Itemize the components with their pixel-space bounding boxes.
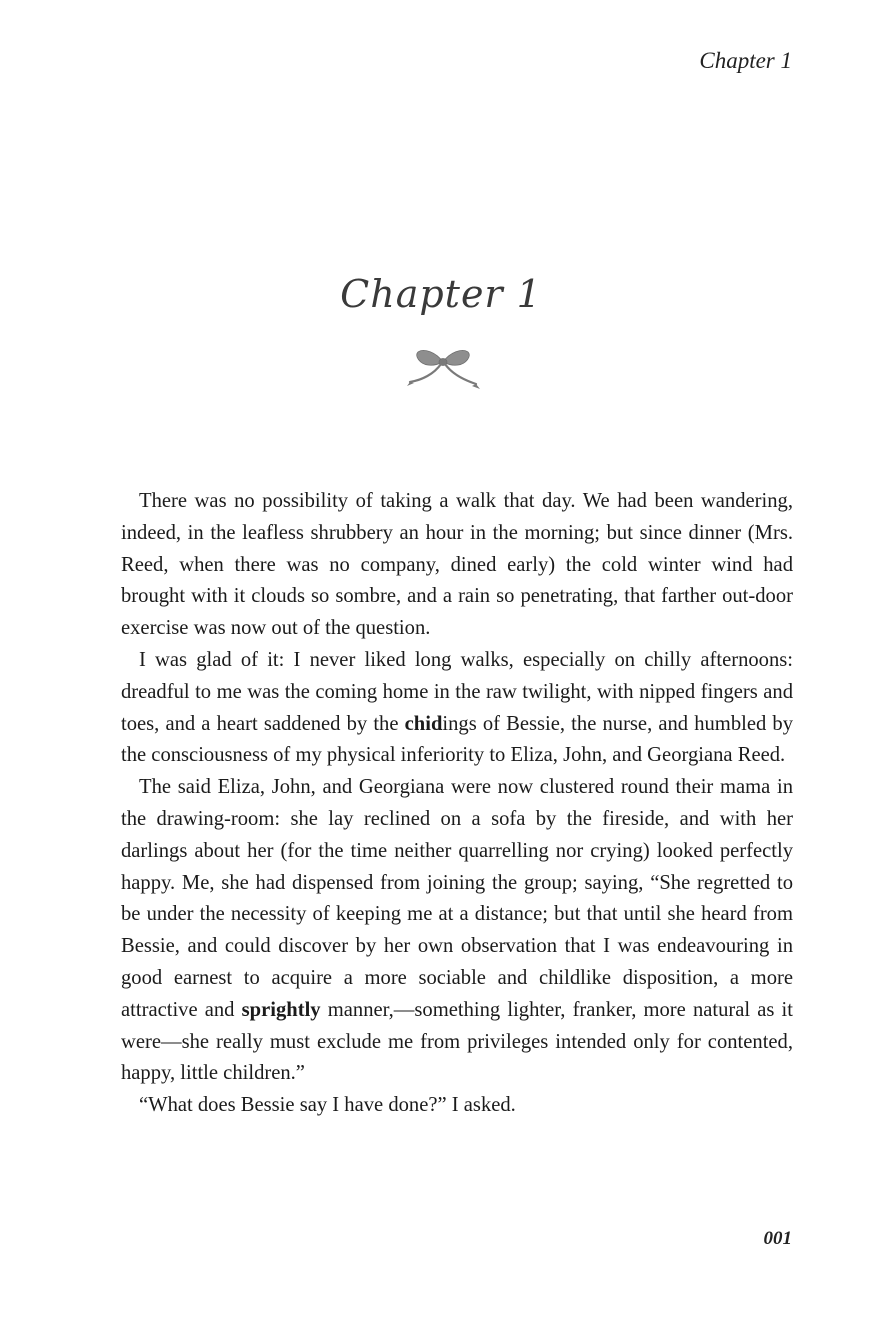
body-text — [121, 486, 793, 1122]
bow-ribbon-icon — [406, 346, 480, 394]
paragraph: The said Eliza, John, and Georgiana were now clustered round their mama in the drawing-room: she lay reclined on a sofa by the fireside, and with her darlings about her (for the time neither quarrelling nor crying) looked perfectly happy. Me, she had dispensed from joining the group; saying, “She regretted to be under the necessity of keeping me at a distance; but that until she heard from Bessie, and could discover by her own observation that I was endeavouring in good earnest to acquire a more sociable and childlike disposition, a more attractive and sprightly manner,—something lighter, franker, more natural as it were—she really must exclude me from privileges intended only for contented, happy, little children.” — [121, 776, 793, 1085]
chapter-title: Chapter 1 — [340, 272, 542, 316]
bold-word: sprightly — [241, 998, 321, 1021]
running-head: Chapter 1 — [699, 48, 792, 73]
paragraph: I was glad of it: I never liked long walks, especially on chilly afternoons: dreadful to me was the coming home in the raw twilight, with nipped fingers and toes, and a heart saddened by the chidings of Bessie, the nurse, and humbled by the consciousness of my physical inferiority to Eliza, John, and Georgiana Reed. — [121, 648, 793, 767]
paragraph: “What does Bessie say I have done?” I asked. — [139, 1094, 516, 1117]
bold-word: chid — [404, 712, 443, 735]
paragraph: There was no possibility of taking a walk that day. We had been wandering, indeed, in the leafless shrubbery an hour in the morning; but since dinner (Mrs. Reed, when there was no company, dined early) the cold winter wind had brought with it clouds so sombre, and a rain so penetrating, that farther out-door exercise was now out of the question. — [121, 490, 793, 640]
page-number: 001 — [763, 1228, 792, 1249]
